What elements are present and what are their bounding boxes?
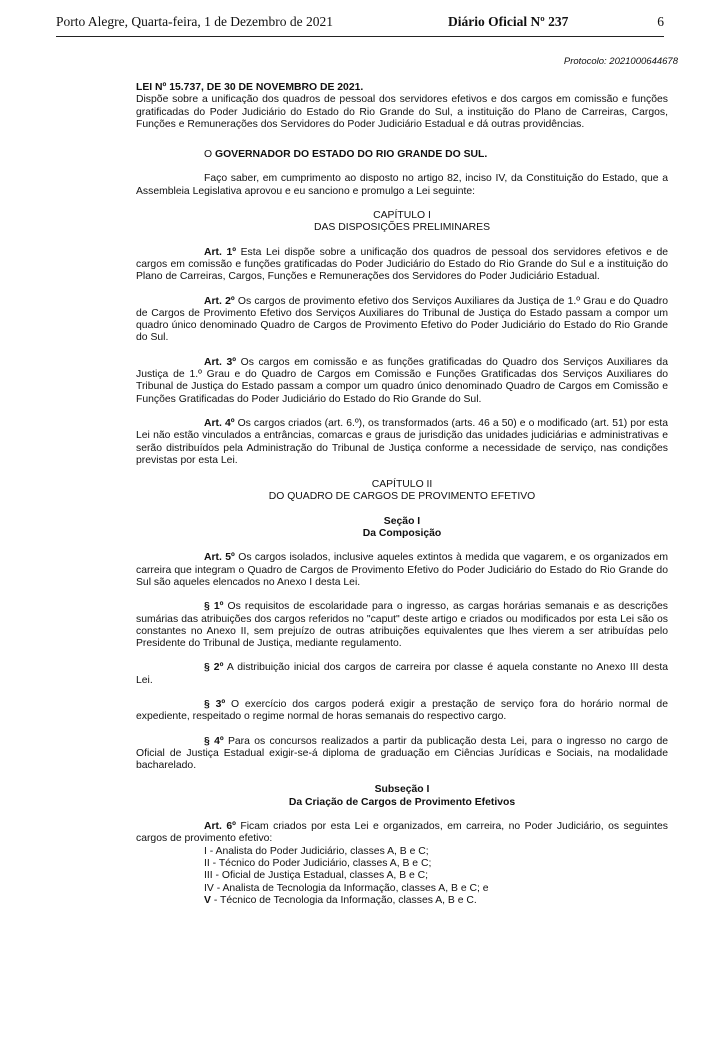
article-4-text: Os cargos criados (art. 6.º), os transformados (arts. 46 a 50) e o modificado (art. 51) por esta Lei não estão vinculados a entrâncias, comarcas e graus de jurisdição das unidades judiciárias e administrativas e serão distribuídos pela Administração do Tribunal de Justiça conforme a necessidade de serviço, nas condições previstas por esta Lei. — [136, 417, 668, 466]
section-1-title: Da Composição — [362, 528, 442, 540]
paragraph-2-label: § 2º — [204, 662, 224, 674]
list-item: I - Analista do Poder Judiciário, classes A, B e C; — [204, 845, 429, 857]
page-header — [56, 14, 664, 34]
law-title: LEI Nº 15.737, DE 30 DE NOVEMBRO DE 2021. — [136, 82, 364, 93]
paragraph-1-label: § 1º — [204, 601, 224, 613]
article-1-text: Esta Lei dispõe sobre a unificação dos quadros de pessoal dos servidores efetivos e de cargos em comissão e funções gratificadas do Poder Judiciário do Estado do Rio Grande do Sul e a instituição do Plano de Carreiras, Cargos, Funções e Remunerações dos Servidores do Poder Judiciário Estadual. — [136, 246, 668, 283]
paragraph-3-label: § 3º — [204, 698, 226, 710]
chapter-1-title: DAS DISPOSIÇÕES PRELIMINARES — [313, 222, 491, 234]
article-3-text: Os cargos em comissão e as funções gratificadas do Quadro dos Serviços Auxiliares da Justiça de 1.º Grau e do Quadro de Cargos em Comissão e Funções Gratificadas dos Serviços Auxiliares do Tribunal de Justiça do Estado passam a compor um quadro único denominado Quadro de Cargos em Comissão e Funções Gratificadas do Poder Judiciário do Estado do Rio Grande do Sul. — [136, 356, 668, 405]
list-item: II - Técnico do Poder Judiciário, classes A, B e C; — [204, 857, 432, 869]
governor-title: GOVERNADOR DO ESTADO DO RIO GRANDE DO SUL. — [214, 149, 488, 161]
chapter-1-label: CAPÍTULO I — [373, 210, 431, 222]
chapter-2-label: CAPÍTULO II — [371, 479, 433, 491]
article-4-label: Art. 4º — [204, 417, 235, 429]
list-item-number: V — [204, 894, 211, 906]
subsection-1-label: Subseção I — [374, 784, 430, 796]
paragraph-3-text: O exercício dos cargos poderá exigir a prestação de serviço fora do horário normal de expediente, respeitado o regime normal de horas semanais do respectivo cargo. — [136, 698, 668, 723]
article-1 — [136, 247, 668, 284]
article-5 — [136, 552, 668, 589]
law-body — [136, 82, 668, 907]
paragraph-4 — [136, 736, 668, 773]
list-item-text: - Técnico de Tecnologia da Informação, classes A, B e C. — [210, 894, 477, 906]
header-page-number: 6 — [657, 14, 664, 29]
article-6-list — [204, 846, 668, 907]
list-item — [204, 895, 668, 907]
article-5-label: Art. 5º — [204, 552, 235, 564]
header-place-date: Porto Alegre, Quarta-feira, 1 de Dezembro de 2021 — [56, 14, 334, 29]
article-4 — [136, 418, 668, 467]
paragraph-2-text: A distribuição inicial dos cargos de carreira por classe é aquela constante no Anexo III desta Lei. — [136, 662, 668, 686]
article-2-text: Os cargos de provimento efetivo dos Serviços Auxiliares da Justiça de 1.º Grau e do Quadro de Cargos de Provimento Efetivo dos Serviços Auxiliares do Tribunal de Justiça do Estado passam a compor um quadro único denominado Quadro de Cargos de Provimento Efetivo do Poder Judiciário do Estado do Rio Grande do Sul. — [136, 295, 668, 344]
article-2 — [136, 296, 668, 345]
paragraph-4-text: Para os concursos realizados a partir da publicação desta Lei, para o ingresso no cargo de Oficial de Justiça Estadual exigir-se-á diploma de graduação em Ciências Jurídicas e Sociais, na modalidade bacharelado. — [136, 735, 668, 772]
governor-line — [136, 149, 668, 161]
article-3 — [136, 357, 668, 406]
section-1-label: Seção I — [383, 515, 421, 527]
paragraph-1-text: Os requisitos de escolaridade para o ingresso, as cargas horárias semanais e as descrições sumárias das atribuições dos cargos referidos no "caput" deste artigo e criados ou modificados por esta Lei são os constantes no Anexo II, sem prejuízo de outras atribuições equivalentes que lhes vierem a ser atribuídas pelo Presidente do Tribunal de Justiça, mediante regulamento. — [136, 601, 668, 650]
paragraph-1 — [136, 601, 668, 650]
article-6-text: Ficam criados por esta Lei e organizados, em carreira, no Poder Judiciário, os seguintes cargos de provimento efetivo: — [136, 821, 668, 845]
preamble: Faço saber, em cumprimento ao disposto no artigo 82, inciso IV, da Constituição do Estado, que a Assembleia Legislativa aprovou e eu sanciono e promulgo a Lei seguinte: — [136, 173, 668, 197]
subsection-1-title: Da Criação de Cargos de Provimento Efetivos — [288, 796, 516, 808]
paragraph-3 — [136, 699, 668, 724]
law-ementa: Dispõe sobre a unificação dos quadros de pessoal dos servidores efetivos e dos cargos em comissão e funções gratificadas do Poder Judiciário do Estado do Rio Grande do Sul, a instituição do Plano de Carreiras, Cargos, Funções e Remunerações dos Servidores do Poder Judiciário Estadual e dá outras providências. — [136, 94, 668, 130]
header-rule — [56, 36, 664, 37]
list-item: IV - Analista de Tecnologia da Informação, classes A, B e C; e — [204, 882, 489, 894]
article-3-label: Art. 3º — [204, 356, 237, 368]
article-2-label: Art. 2º — [204, 295, 235, 307]
list-item: III - Oficial de Justiça Estadual, classes A, B e C; — [204, 870, 429, 882]
article-5-text: Os cargos isolados, inclusive aqueles extintos à medida que vagarem, e os organizados em carreira que integram o Quadro de Cargos de Provimento Efetivo do Poder Judiciário do Estado do Rio Grande do Sul são aqueles elencados no Anexo I desta Lei. — [136, 552, 669, 588]
chapter-2-title: DO QUADRO DE CARGOS DE PROVIMENTO EFETIVO — [268, 491, 536, 503]
article-1-label: Art. 1º — [204, 246, 237, 258]
protocol-number: Protocolo: 2021000644678 — [563, 56, 678, 67]
paragraph-4-label: § 4º — [204, 735, 224, 747]
paragraph-2 — [136, 662, 668, 687]
governor-prefix: O — [204, 149, 215, 161]
article-6 — [136, 821, 668, 846]
article-6-label: Art. 6º — [204, 821, 236, 833]
header-journal: Diário Oficial Nº 237 — [448, 14, 569, 29]
